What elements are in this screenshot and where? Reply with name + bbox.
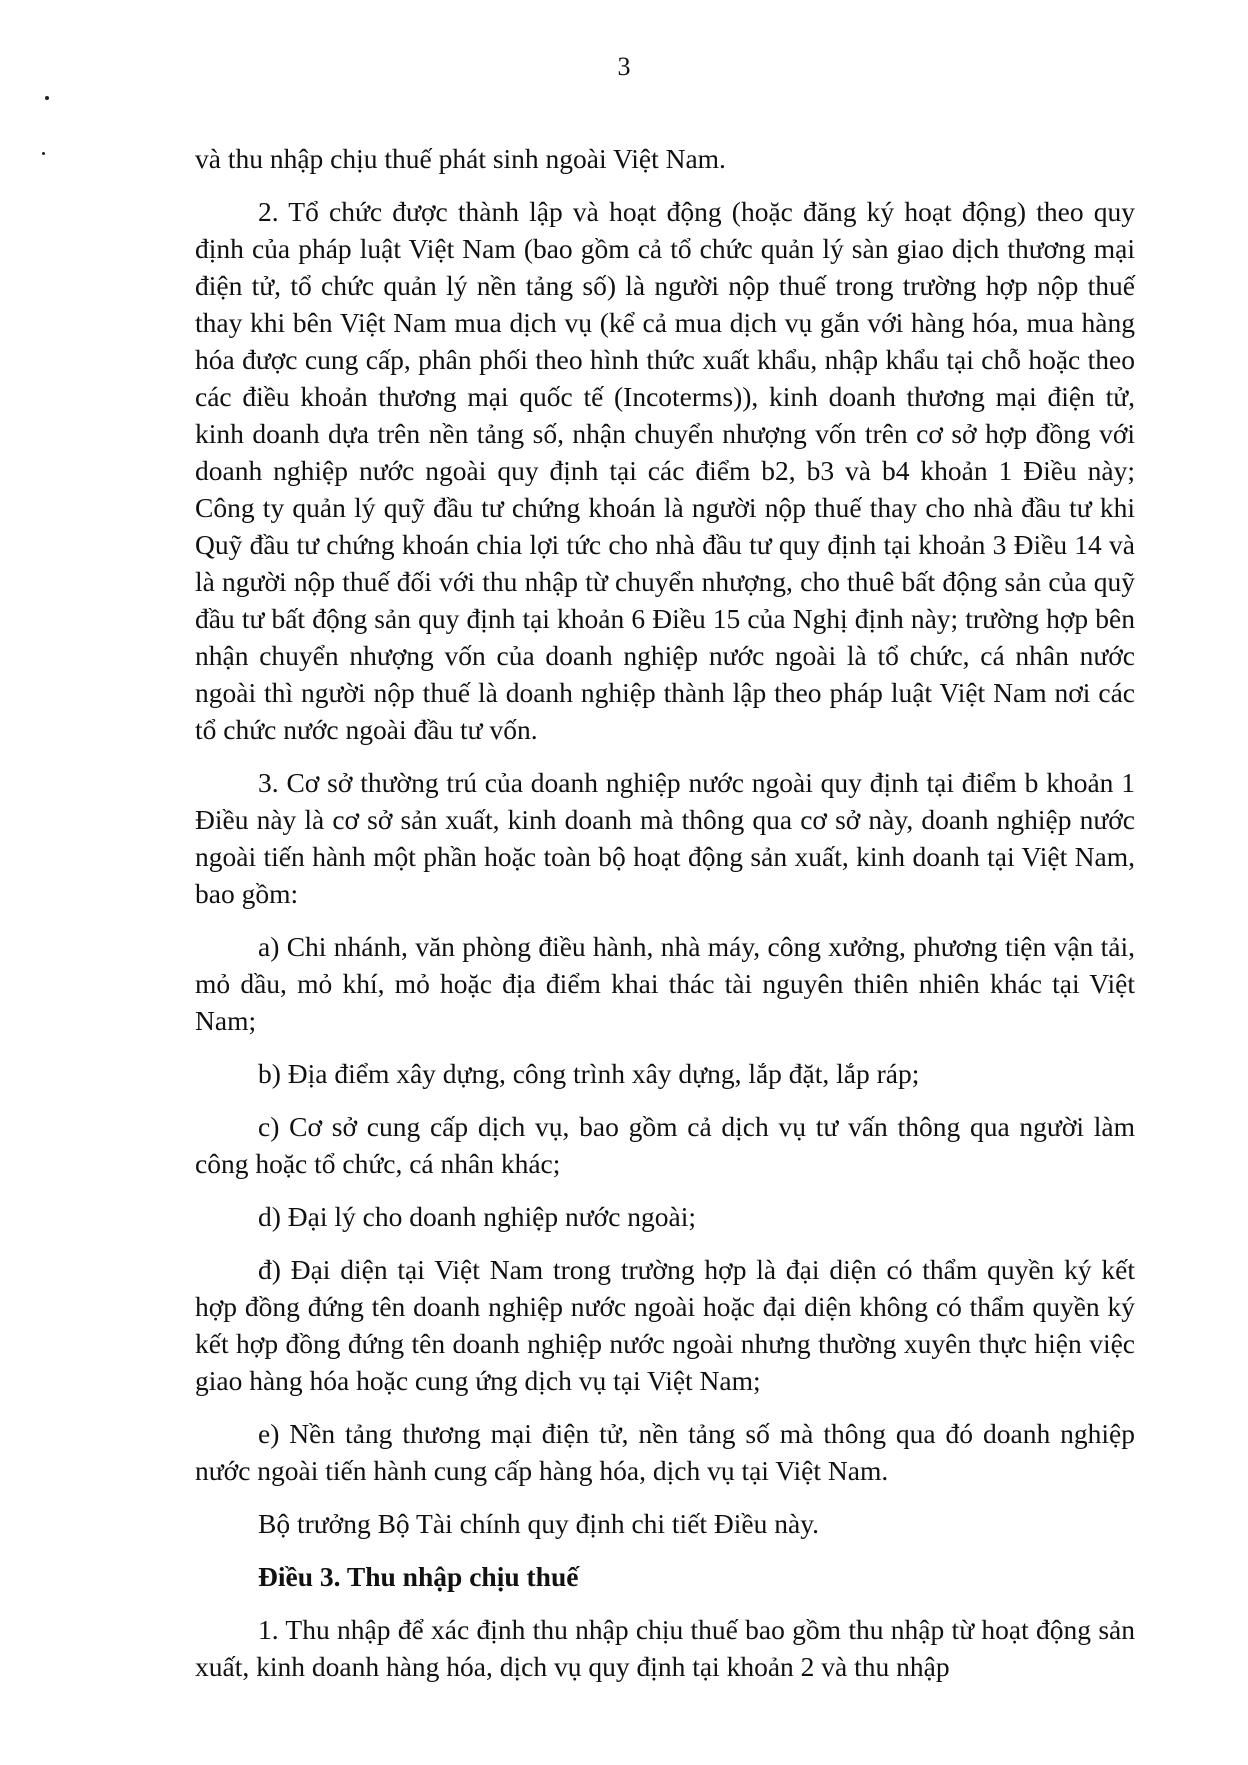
scan-speck (42, 152, 45, 155)
paragraph-clause-2: 2. Tổ chức được thành lập và hoạt động (hoặc đăng ký hoạt động) theo quy định của pháp luật Việt Nam (bao gồm cả tổ chức quản lý sàn giao dịch thương mại điện tử, tổ chức quản lý nền tảng số) là người nộp thuế trong trường hợp nộp thuế thay khi bên Việt Nam mua dịch vụ (kể cả mua dịch vụ gắn với hàng hóa, mua hàng hóa được cung cấp, phân phối theo hình thức xuất khẩu, nhập khẩu tại chỗ hoặc theo các điều khoản thương mại quốc tế (Incoterms)), kinh doanh thương mại điện tử, kinh doanh dựa trên nền tảng số, nhận chuyển nhượng vốn trên cơ sở hợp đồng với doanh nghiệp nước ngoài quy định tại các điểm b2, b3 và b4 khoản 1 Điều này; Công ty quản lý quỹ đầu tư chứng khoán là người nộp thuế thay cho nhà đầu tư khi Quỹ đầu tư chứng khoán chia lợi tức cho nhà đầu tư quy định tại khoản 3 Điều 14 và là người nộp thuế đối với thu nhập từ chuyển nhượng, cho thuê bất động sản của quỹ đầu tư bất động sản quy định tại khoản 6 Điều 15 của Nghị định này; trường hợp bên nhận chuyển nhượng vốn của doanh nghiệp nước ngoài là tổ chức, cá nhân nước ngoài thì người nộp thuế là doanh nghiệp thành lập theo pháp luật Việt Nam nơi các tổ chức nước ngoài đầu tư vốn. (195, 196, 1135, 745)
list-item-b: b) Địa điểm xây dựng, công trình xây dựng, lắp đặt, lắp ráp; (258, 1058, 920, 1089)
paragraph-continuation: và thu nhập chịu thuế phát sinh ngoài Việt Nam. (195, 143, 726, 174)
list-item-d: d) Đại lý cho doanh nghiệp nước ngoài; (258, 1201, 697, 1232)
paragraph-clause-3: 3. Cơ sở thường trú của doanh nghiệp nước ngoài quy định tại điểm b khoản 1 Điều này là cơ sở sản xuất, kinh doanh mà thông qua cơ sở này, doanh nghiệp nước ngoài tiến hành một phần hoặc toàn bộ hoạt động sản xuất, kinh doanh tại Việt Nam, bao gồm: (195, 767, 1135, 909)
paragraph-article-3-clause-1: 1. Thu nhập để xác định thu nhập chịu thuế bao gồm thu nhập từ hoạt động sản xuất, kinh doanh hàng hóa, dịch vụ quy định tại khoản 2 và thu nhập (195, 1614, 1135, 1682)
page-number: 3 (617, 52, 631, 81)
list-item-c: c) Cơ sở cung cấp dịch vụ, bao gồm cả dịch vụ tư vấn thông qua người làm công hoặc tổ chức, cá nhân khác; (195, 1111, 1135, 1179)
list-item-dd: đ) Đại diện tại Việt Nam trong trường hợp là đại diện có thẩm quyền ký kết hợp đồng đứng tên doanh nghiệp nước ngoài hoặc đại diện không có thẩm quyền ký kết hợp đồng đứng tên doanh nghiệp nước ngoài nhưng thường xuyên thực hiện việc giao hàng hóa hoặc cung ứng dịch vụ tại Việt Nam; (195, 1254, 1135, 1396)
paragraph-minister-note: Bộ trưởng Bộ Tài chính quy định chi tiết Điều này. (258, 1508, 820, 1539)
scan-speck (45, 96, 49, 100)
list-item-e: e) Nền tảng thương mại điện tử, nền tảng số mà thông qua đó doanh nghiệp nước ngoài tiến hành cung cấp hàng hóa, dịch vụ tại Việt Nam. (195, 1418, 1135, 1486)
document-body (195, 140, 1135, 1701)
article-3-heading: Điều 3. Thu nhập chịu thuế (258, 1561, 579, 1592)
list-item-a: a) Chi nhánh, văn phòng điều hành, nhà máy, công xưởng, phương tiện vận tải, mỏ dầu, mỏ khí, mỏ hoặc địa điểm khai thác tài nguyên thiên nhiên khác tại Việt Nam; (195, 931, 1135, 1036)
